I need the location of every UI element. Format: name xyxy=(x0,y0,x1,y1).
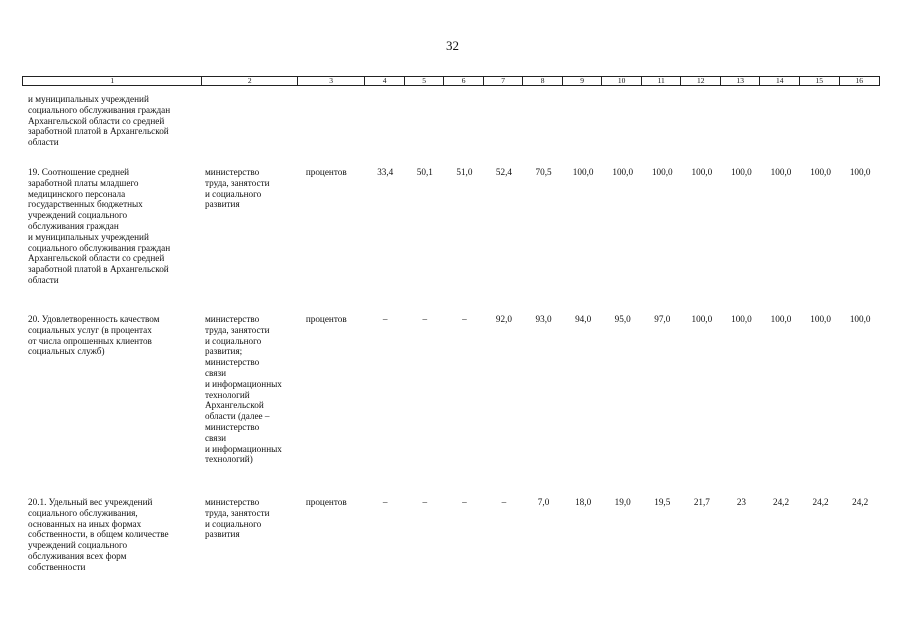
header-cell-4: 4 xyxy=(365,77,405,85)
value-cell: 24,2 xyxy=(772,497,790,507)
header-cell-13: 13 xyxy=(721,77,761,85)
value-cell: 100,0 xyxy=(731,314,752,324)
value-cell: 19,5 xyxy=(654,497,671,507)
indicator-line: 19. Соотношение средней xyxy=(28,167,130,177)
indicator-line: основанных на иных формах xyxy=(28,518,142,529)
header-cell-10: 10 xyxy=(602,77,642,85)
indicator-line: социальных услуг (в процентах xyxy=(28,324,152,335)
executor-line: Архангельской xyxy=(204,400,264,411)
value-cell: 21,7 xyxy=(693,497,710,507)
header-cell-11: 11 xyxy=(642,77,682,85)
table-header-row xyxy=(22,76,880,86)
executor-line: министерство xyxy=(204,421,260,432)
value-cell: 7,0 xyxy=(537,497,550,507)
value-cell: 93,0 xyxy=(535,314,552,324)
value-cell: 100,0 xyxy=(810,167,831,177)
value-cell: 100,0 xyxy=(612,167,634,177)
executor-line: труда, занятости xyxy=(204,507,270,518)
page-number: 32 xyxy=(446,38,459,53)
unit-cell: процентов xyxy=(305,314,347,324)
value-cell: 94,0 xyxy=(575,314,592,324)
value-cell: 100,0 xyxy=(691,167,713,177)
value-cell: 33,4 xyxy=(377,167,394,177)
indicator-line: собственности, в общем количестве xyxy=(28,529,169,540)
indicator-line: Архангельской области со средней xyxy=(28,253,165,264)
indicator-line: социального обслуживания граждан xyxy=(28,104,171,115)
value-cell: 52,4 xyxy=(495,167,512,177)
value-cell: – xyxy=(462,314,467,324)
executor-line: министерство xyxy=(204,357,260,368)
indicator-line: заработной платой в Архангельской xyxy=(28,126,169,137)
indicator-line: социального обслуживания граждан xyxy=(28,242,171,253)
executor-line: и информационных xyxy=(204,443,282,454)
indicator-line: области xyxy=(28,274,59,285)
indicator-line: от числа опрошенных клиентов xyxy=(28,335,152,346)
indicator-line: заработной платой в Архангельской xyxy=(28,264,169,275)
indicator-cell xyxy=(22,167,202,286)
indicator-line: социальных служб) xyxy=(28,346,105,357)
value-cell: 70,5 xyxy=(535,167,552,177)
value-cell: – xyxy=(382,497,388,507)
indicator-line: учреждений социального xyxy=(28,540,128,551)
value-cell: 23 xyxy=(736,497,747,507)
value-cell: 51,0 xyxy=(456,167,473,177)
executor-line: труда, занятости xyxy=(204,177,270,188)
header-cell-6: 6 xyxy=(444,77,484,85)
indicator-line: 20. Удовлетворенность качеством xyxy=(28,314,160,324)
table-row xyxy=(22,497,880,573)
indicator-line: и муниципальных учреждений xyxy=(28,94,149,104)
indicator-line: учреждений социального xyxy=(28,210,128,221)
executor-line: связи xyxy=(204,432,227,443)
value-cell: 95,0 xyxy=(614,314,631,324)
executor-line: министерство xyxy=(204,167,260,177)
indicator-line: области xyxy=(28,137,59,148)
executor-line: министерство xyxy=(204,497,260,507)
header-cell-15: 15 xyxy=(800,77,840,85)
indicator-cell xyxy=(22,314,202,357)
value-cell: 100,0 xyxy=(770,167,792,177)
executor-cell xyxy=(202,497,298,540)
executor-line: связи xyxy=(204,367,227,378)
executor-cell xyxy=(202,167,298,210)
value-cell: – xyxy=(382,314,388,324)
value-cell: 100,0 xyxy=(810,314,831,324)
indicator-line: и муниципальных учреждений xyxy=(28,231,149,242)
header-cell-12: 12 xyxy=(681,77,721,85)
value-cell: 100,0 xyxy=(572,167,594,177)
value-cell: 24,2 xyxy=(812,497,829,507)
continuation-indicator-cell xyxy=(22,94,206,148)
indicator-line: государственных бюджетных xyxy=(28,199,143,210)
value-cell: 100,0 xyxy=(731,167,752,177)
header-cell-9: 9 xyxy=(563,77,603,85)
executor-line: и социального xyxy=(204,335,262,346)
header-cell-5: 5 xyxy=(405,77,445,85)
value-cell: 24,2 xyxy=(852,497,869,507)
indicator-line: медицинского персонала xyxy=(28,188,126,199)
indicator-cell xyxy=(22,497,202,573)
value-cell: 92,0 xyxy=(495,314,512,324)
header-cell-14: 14 xyxy=(760,77,800,85)
executor-line: и социального xyxy=(204,518,262,529)
executor-line: труда, занятости xyxy=(204,324,270,335)
executor-line: развития; xyxy=(204,346,243,357)
header-cell-3: 3 xyxy=(298,77,365,85)
indicator-line: обслуживания всех форм xyxy=(28,550,127,561)
executor-line: технологий) xyxy=(204,454,253,465)
continuation-row xyxy=(22,94,880,148)
unit-cell: процентов xyxy=(305,167,347,177)
indicator-line: обслуживания граждан xyxy=(28,220,119,231)
value-cell: – xyxy=(462,497,467,507)
indicator-line: 20.1. Удельный вес учреждений xyxy=(28,497,153,507)
indicator-line: социального обслуживания, xyxy=(28,507,138,518)
value-cell: 97,0 xyxy=(654,314,671,324)
indicator-line: собственности xyxy=(28,561,86,572)
header-cell-2: 2 xyxy=(202,77,298,85)
value-cell: 100,0 xyxy=(651,167,673,177)
executor-cell xyxy=(202,314,298,465)
value-cell: – xyxy=(422,314,428,324)
unit-cell: процентов xyxy=(305,497,347,507)
header-cell-7: 7 xyxy=(484,77,524,85)
executor-line: развития xyxy=(204,529,240,540)
value-cell: 100,0 xyxy=(849,167,871,177)
executor-line: и социального xyxy=(204,188,262,199)
header-cell-8: 8 xyxy=(523,77,563,85)
value-cell: 100,0 xyxy=(770,314,792,324)
table-row xyxy=(22,167,880,286)
table-row xyxy=(22,314,880,465)
executor-line: развития xyxy=(204,199,240,210)
value-cell: 100,0 xyxy=(849,314,871,324)
executor-line: области (далее – xyxy=(204,411,270,422)
executor-line: технологий xyxy=(204,389,250,400)
value-cell: 100,0 xyxy=(691,314,713,324)
value-cell: 19,0 xyxy=(614,497,631,507)
value-cell: – xyxy=(501,497,507,507)
header-cell-1: 1 xyxy=(23,77,202,85)
value-cell: 18,0 xyxy=(575,497,592,507)
executor-line: и информационных xyxy=(204,378,282,389)
indicator-line: Архангельской области со средней xyxy=(28,115,165,126)
header-cell-16: 16 xyxy=(855,76,863,85)
value-cell: 50,1 xyxy=(416,167,433,177)
value-cell: – xyxy=(422,497,428,507)
executor-line: министерство xyxy=(204,314,260,324)
indicator-line: заработной платы младшего xyxy=(28,177,139,188)
